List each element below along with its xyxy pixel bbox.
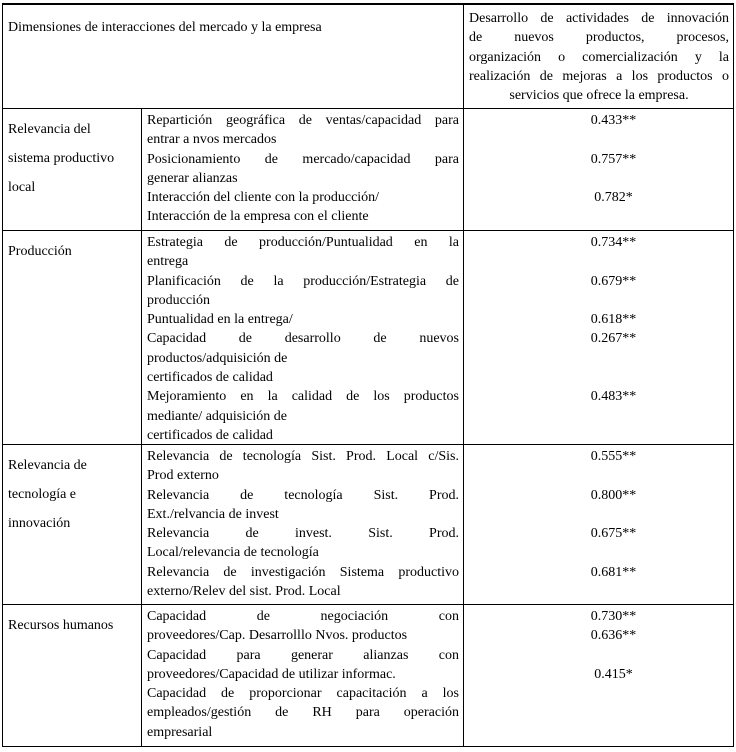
correlation-cell: [463, 445, 733, 604]
correlation-table: [2, 3, 734, 747]
correlation-value: 0.675**: [590, 526, 637, 542]
interaction-text-line: Interacción de la empresa con el cliente: [147, 209, 369, 225]
dimension-label: [3, 231, 141, 444]
interaction-text-line: proveedores/Capacidad de utilizar informac.: [147, 666, 396, 682]
header-outcome-line: realización de mejoras a los productos o: [469, 68, 729, 84]
correlation-value: 0.433**: [590, 113, 637, 128]
interaction-text-line: Ext./relvancia de invest: [147, 506, 279, 522]
correlation-value: 0.734**: [590, 235, 637, 250]
interaction-text-line: Capacidad de proporcionar capacitación a los: [147, 686, 459, 702]
empty-slot: [494, 466, 733, 485]
header-outcome: [463, 5, 733, 108]
interaction-text-line: entrar a nvos mercados: [147, 132, 277, 148]
interaction-text-line: producción: [147, 292, 210, 308]
correlation-value: 0.730**: [590, 609, 637, 624]
empty-slot: [494, 684, 733, 703]
correlation-cell: [463, 231, 733, 444]
correlation-value: 0.618**: [590, 312, 637, 328]
dimension-label-line: local: [8, 179, 36, 195]
interaction-text-line: Repartición geográfica de ventas/capacidad para: [147, 113, 459, 128]
dimension-label-line: Producción: [8, 243, 72, 259]
empty-slot: [494, 426, 733, 445]
correlation-cell: [463, 605, 733, 746]
interaction-text-line: Relevancia de investigación Sistema productivo: [147, 564, 459, 580]
header-dimensions: Dimensiones de interacciones del mercado y la empresa: [8, 20, 322, 35]
dimension-label-line: sistema productivo: [8, 150, 115, 166]
empty-slot: [494, 169, 733, 188]
empty-slot: [494, 505, 733, 524]
interaction-cell: [141, 109, 463, 230]
dimension-label: [3, 109, 141, 230]
interaction-text-line: Posicionamiento de mercado/capacidad para: [147, 151, 459, 167]
interaction-text-line: Capacidad para generar alianzas con: [147, 647, 459, 663]
interaction-text-line: Puntualidad en la entrega/: [147, 312, 293, 328]
empty-slot: [494, 407, 733, 426]
interaction-text-line: Relevancia de tecnología Sist. Prod. Local c/Sis.: [147, 449, 459, 464]
correlation-value: 0.555**: [590, 449, 637, 464]
empty-slot: [494, 582, 733, 601]
table-row: [2, 109, 734, 231]
table-row: [2, 605, 734, 747]
interaction-text-line: Capacidad de desarrollo de nuevos: [147, 331, 459, 347]
interaction-text-line: Estrategia de producción/Puntualidad en la: [147, 235, 459, 250]
interaction-text-line: empleados/gestión de RH para operación: [147, 705, 459, 721]
table-row: [2, 445, 734, 605]
correlation-value: 0.681**: [590, 564, 637, 580]
table-header-row: [2, 5, 734, 109]
header-outcome-line: Desarrollo de actividades de innovación: [469, 11, 729, 26]
interaction-text-line: Relevancia de invest. Sist. Prod.: [147, 526, 459, 542]
dimension-label-line: tecnología e: [8, 486, 77, 502]
interaction-text-line: certificados de calidad: [147, 427, 273, 443]
dimension-label-line: Relevancia del: [8, 121, 91, 137]
dimension-label-line: innovación: [8, 515, 71, 531]
dimension-label: [3, 445, 141, 604]
correlation-value: 0.679**: [590, 273, 637, 289]
interaction-text-line: Relevancia de tecnología Sist. Prod.: [147, 487, 459, 503]
header-outcome-line: organización o comercialización y la: [469, 49, 729, 65]
header-outcome-line: de nuevos productos, procesos,: [469, 30, 729, 46]
interaction-text-line: productos/adquisición de: [147, 350, 288, 366]
correlation-cell: [463, 109, 733, 230]
empty-slot: [494, 130, 733, 149]
correlation-value: 0.782*: [594, 190, 633, 206]
interaction-text-line: certificados de calidad: [147, 370, 273, 386]
empty-slot: [494, 252, 733, 271]
empty-slot: [494, 349, 733, 368]
empty-slot: [494, 291, 733, 310]
empty-slot: [494, 543, 733, 562]
empty-slot: [494, 646, 733, 665]
correlation-value: 0.800**: [590, 487, 637, 503]
header-outcome-line: servicios que ofrece la empresa.: [509, 88, 689, 104]
interaction-text-line: proveedores/Cap. Desarrolllo Nvos. productos: [147, 628, 408, 644]
interaction-text-line: Interacción del cliente con la producción/: [147, 190, 380, 206]
empty-slot: [494, 207, 733, 226]
interaction-text-line: Mejoramiento en la calidad de los productos: [147, 389, 459, 405]
correlation-value: 0.415*: [594, 666, 633, 682]
correlation-value: 0.267**: [590, 331, 637, 347]
correlation-value: 0.636**: [590, 628, 637, 644]
interaction-cell: [141, 605, 463, 746]
empty-slot: [494, 723, 733, 742]
interaction-text-line: externo/Relev del sist. Prod. Local: [147, 584, 341, 600]
interaction-cell: [141, 445, 463, 604]
interaction-text-line: generar alianzas: [147, 170, 238, 186]
interaction-text-line: empresarial: [147, 724, 213, 740]
interaction-text-line: Capacidad de negociación con: [147, 609, 459, 624]
interaction-cell: [141, 231, 463, 444]
correlation-value: 0.757**: [590, 151, 637, 167]
interaction-text-line: Prod externo: [147, 468, 219, 484]
dimension-label-line: Relevancia de: [8, 457, 87, 473]
interaction-text-line: Local/relevancia de tecnología: [147, 545, 319, 561]
table-row: [2, 231, 734, 445]
interaction-text-line: Planificación de la producción/Estrategia de: [147, 273, 459, 289]
empty-slot: [494, 703, 733, 722]
interaction-text-line: mediante/ adquisición de: [147, 408, 287, 424]
dimension-label: [3, 605, 141, 746]
interaction-text-line: entrega: [147, 254, 189, 270]
dimension-label-line: Recursos humanos: [8, 617, 114, 633]
empty-slot: [494, 368, 733, 387]
correlation-value: 0.483**: [590, 389, 637, 405]
